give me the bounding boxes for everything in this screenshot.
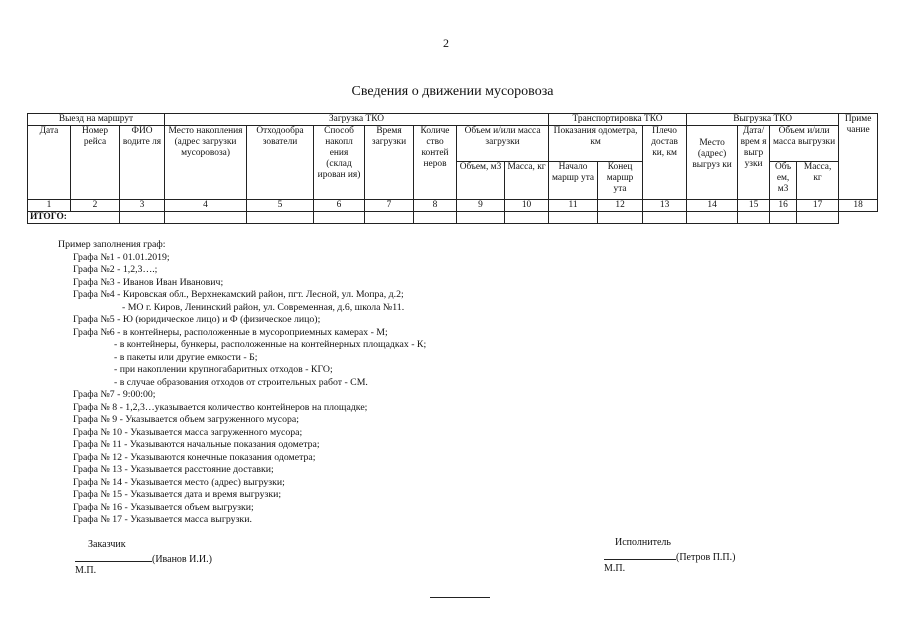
col-place: Место накопления (адрес загрузки мусоровоза): [165, 126, 247, 200]
instruction-line: Графа №2 - 1,2,3….;: [73, 264, 158, 275]
total-cell: [314, 212, 365, 224]
col-num: 9: [457, 200, 505, 212]
instruction-line: Графа №1 - 01.01.2019;: [73, 251, 170, 263]
col-volume: Объем, м3: [457, 162, 505, 200]
col-num: 15: [738, 200, 770, 212]
col-num: 7: [365, 200, 414, 212]
column-numbers-row: [28, 200, 878, 212]
instruction-line: Графа №4 - Кировская обл., Верхнекамский район, пгт. Лесной, ул. Мопра, д.2;: [73, 289, 404, 300]
group-transport: Транспортировка ТКО: [549, 114, 687, 126]
col-containers: Количе ство контей неров: [414, 126, 457, 200]
col-mass: Масса, кг: [505, 162, 549, 200]
total-cell: [598, 212, 643, 224]
col-num: 14: [687, 200, 738, 212]
instruction-line: Графа №6 - в контейнеры, расположенные в мусороприемных камерах - М;: [73, 326, 388, 338]
executor-signature: [604, 549, 735, 563]
col-unload-mass: Масса, кг: [797, 162, 839, 200]
col-num: 4: [165, 200, 247, 212]
col-num: 1: [28, 200, 71, 212]
col-date: Дата: [28, 126, 71, 200]
total-cell: [643, 212, 687, 224]
footer-rule: [430, 597, 490, 598]
customer-signature-line: [75, 551, 152, 562]
instruction-line: Графа № 11 - Указываются начальные показания одометра;: [73, 439, 320, 450]
instruction-line: Графа № 13 - Указывается расстояние доставки;: [73, 464, 274, 475]
instruction-subline: - в пакеты или другие емкости - Б;: [114, 351, 258, 363]
customer-label: Заказчик: [88, 539, 126, 550]
col-num: 12: [598, 200, 643, 212]
col-unload-date: Дата/ врем я выгр узки: [738, 126, 770, 200]
total-cell: [247, 212, 314, 224]
col-driver: ФИО водите ля: [120, 126, 165, 200]
total-cell: [505, 212, 549, 224]
page-title: Сведения о движении мусоровоза: [351, 84, 554, 99]
col-method: Способ накопл ения (склад ирован ия): [314, 126, 365, 200]
col-producers: Отходообра зователи: [247, 126, 314, 200]
col-num: 3: [120, 200, 165, 212]
executor-name: (Петров П.П.): [676, 552, 736, 563]
instruction-line: Графа № 14 - Указывается место (адрес) выгрузки;: [73, 476, 285, 488]
col-odo-end: Конец маршр ута: [598, 162, 643, 200]
col-num: 13: [643, 200, 687, 212]
col-trip: Номер рейса: [71, 126, 120, 200]
instruction-line: Графа № 8 - 1,2,3…указывается количество контейнеров на площадке;: [73, 401, 368, 413]
total-cell: [770, 212, 797, 224]
total-cell: [120, 212, 165, 224]
executor-signature-line: [604, 549, 676, 560]
customer-name: (Иванов И.И.): [152, 554, 212, 565]
total-cell: [365, 212, 414, 224]
group-loading: Загрузка ТКО: [165, 114, 549, 126]
executor-label: Исполнитель: [615, 537, 671, 548]
total-cell: [687, 212, 738, 224]
col-num: 17: [797, 200, 839, 212]
total-cell: [457, 212, 505, 224]
instruction-line: Графа № 17 - Указывается масса выгрузки.: [73, 514, 252, 525]
col-num: 6: [314, 200, 365, 212]
instruction-line: Графа № 16 - Указывается объем выгрузки;: [73, 501, 254, 513]
col-unload-volume-mass: Объем и/или масса выгрузки: [770, 126, 839, 162]
col-unload-volume: Объ ем, м3: [770, 162, 797, 200]
col-num: 10: [505, 200, 549, 212]
movement-table: [27, 113, 878, 224]
instruction-line: - МО г. Киров, Ленинский район, ул. Современная, д.6, школа №11.: [122, 301, 405, 313]
total-row: [28, 212, 878, 224]
page-number: 2: [443, 36, 449, 50]
col-load-time: Время загрузки: [365, 126, 414, 200]
instruction-line: Графа № 10 - Указывается масса загруженного мусора;: [73, 426, 303, 438]
col-num: 18: [839, 200, 878, 212]
col-num: 8: [414, 200, 457, 212]
total-label: ИТОГО:: [28, 212, 120, 224]
col-note: Приме чание: [839, 114, 878, 200]
col-volume-mass: Объем и/или масса загрузки: [457, 126, 549, 162]
instructions-heading: Пример заполнения граф:: [58, 239, 166, 250]
col-odo-start: Начало маршр ута: [549, 162, 598, 200]
customer-seal: М.П.: [75, 565, 97, 576]
instructions-block: [58, 239, 426, 527]
group-departure: Выезд на маршрут: [28, 114, 165, 126]
col-num: 11: [549, 200, 598, 212]
group-unloading: Выгрузка ТКО: [687, 114, 839, 126]
col-num: 16: [770, 200, 797, 212]
instruction-subline: - в контейнеры, бункеры, расположенные на контейнерных площадках - К;: [114, 339, 427, 350]
total-cell: [165, 212, 247, 224]
col-distance: Плечо достав ки, км: [643, 126, 687, 200]
total-cell: [797, 212, 839, 224]
col-unload-place: Место (адрес) выгруз ки: [687, 126, 738, 200]
total-cell: [549, 212, 598, 224]
col-odometer: Показания одометра, км: [549, 126, 643, 162]
instruction-line: Графа № 9 - Указывается объем загруженного мусора;: [73, 414, 299, 425]
instruction-subline: - в случае образования отходов от строительных работ - СМ.: [114, 376, 368, 388]
customer-signature: [75, 551, 212, 565]
instruction-line: Графа №3 - Иванов Иван Иванович;: [73, 276, 224, 288]
col-num: 5: [247, 200, 314, 212]
total-cell: [738, 212, 770, 224]
instruction-line: Графа № 15 - Указывается дата и время выгрузки;: [73, 489, 282, 500]
total-cell: [414, 212, 457, 224]
instruction-line: Графа № 12 - Указываются конечные показания одометра;: [73, 451, 316, 463]
instruction-line: Графа №5 - Ю (юридическое лицо) и Ф (физическое лицо);: [73, 314, 321, 325]
executor-seal: М.П.: [604, 563, 626, 574]
instruction-line: Графа №7 - 9:00:00;: [73, 389, 156, 400]
instruction-subline: - при накоплении крупногабаритных отходов - КГО;: [114, 364, 333, 375]
col-num: 2: [71, 200, 120, 212]
